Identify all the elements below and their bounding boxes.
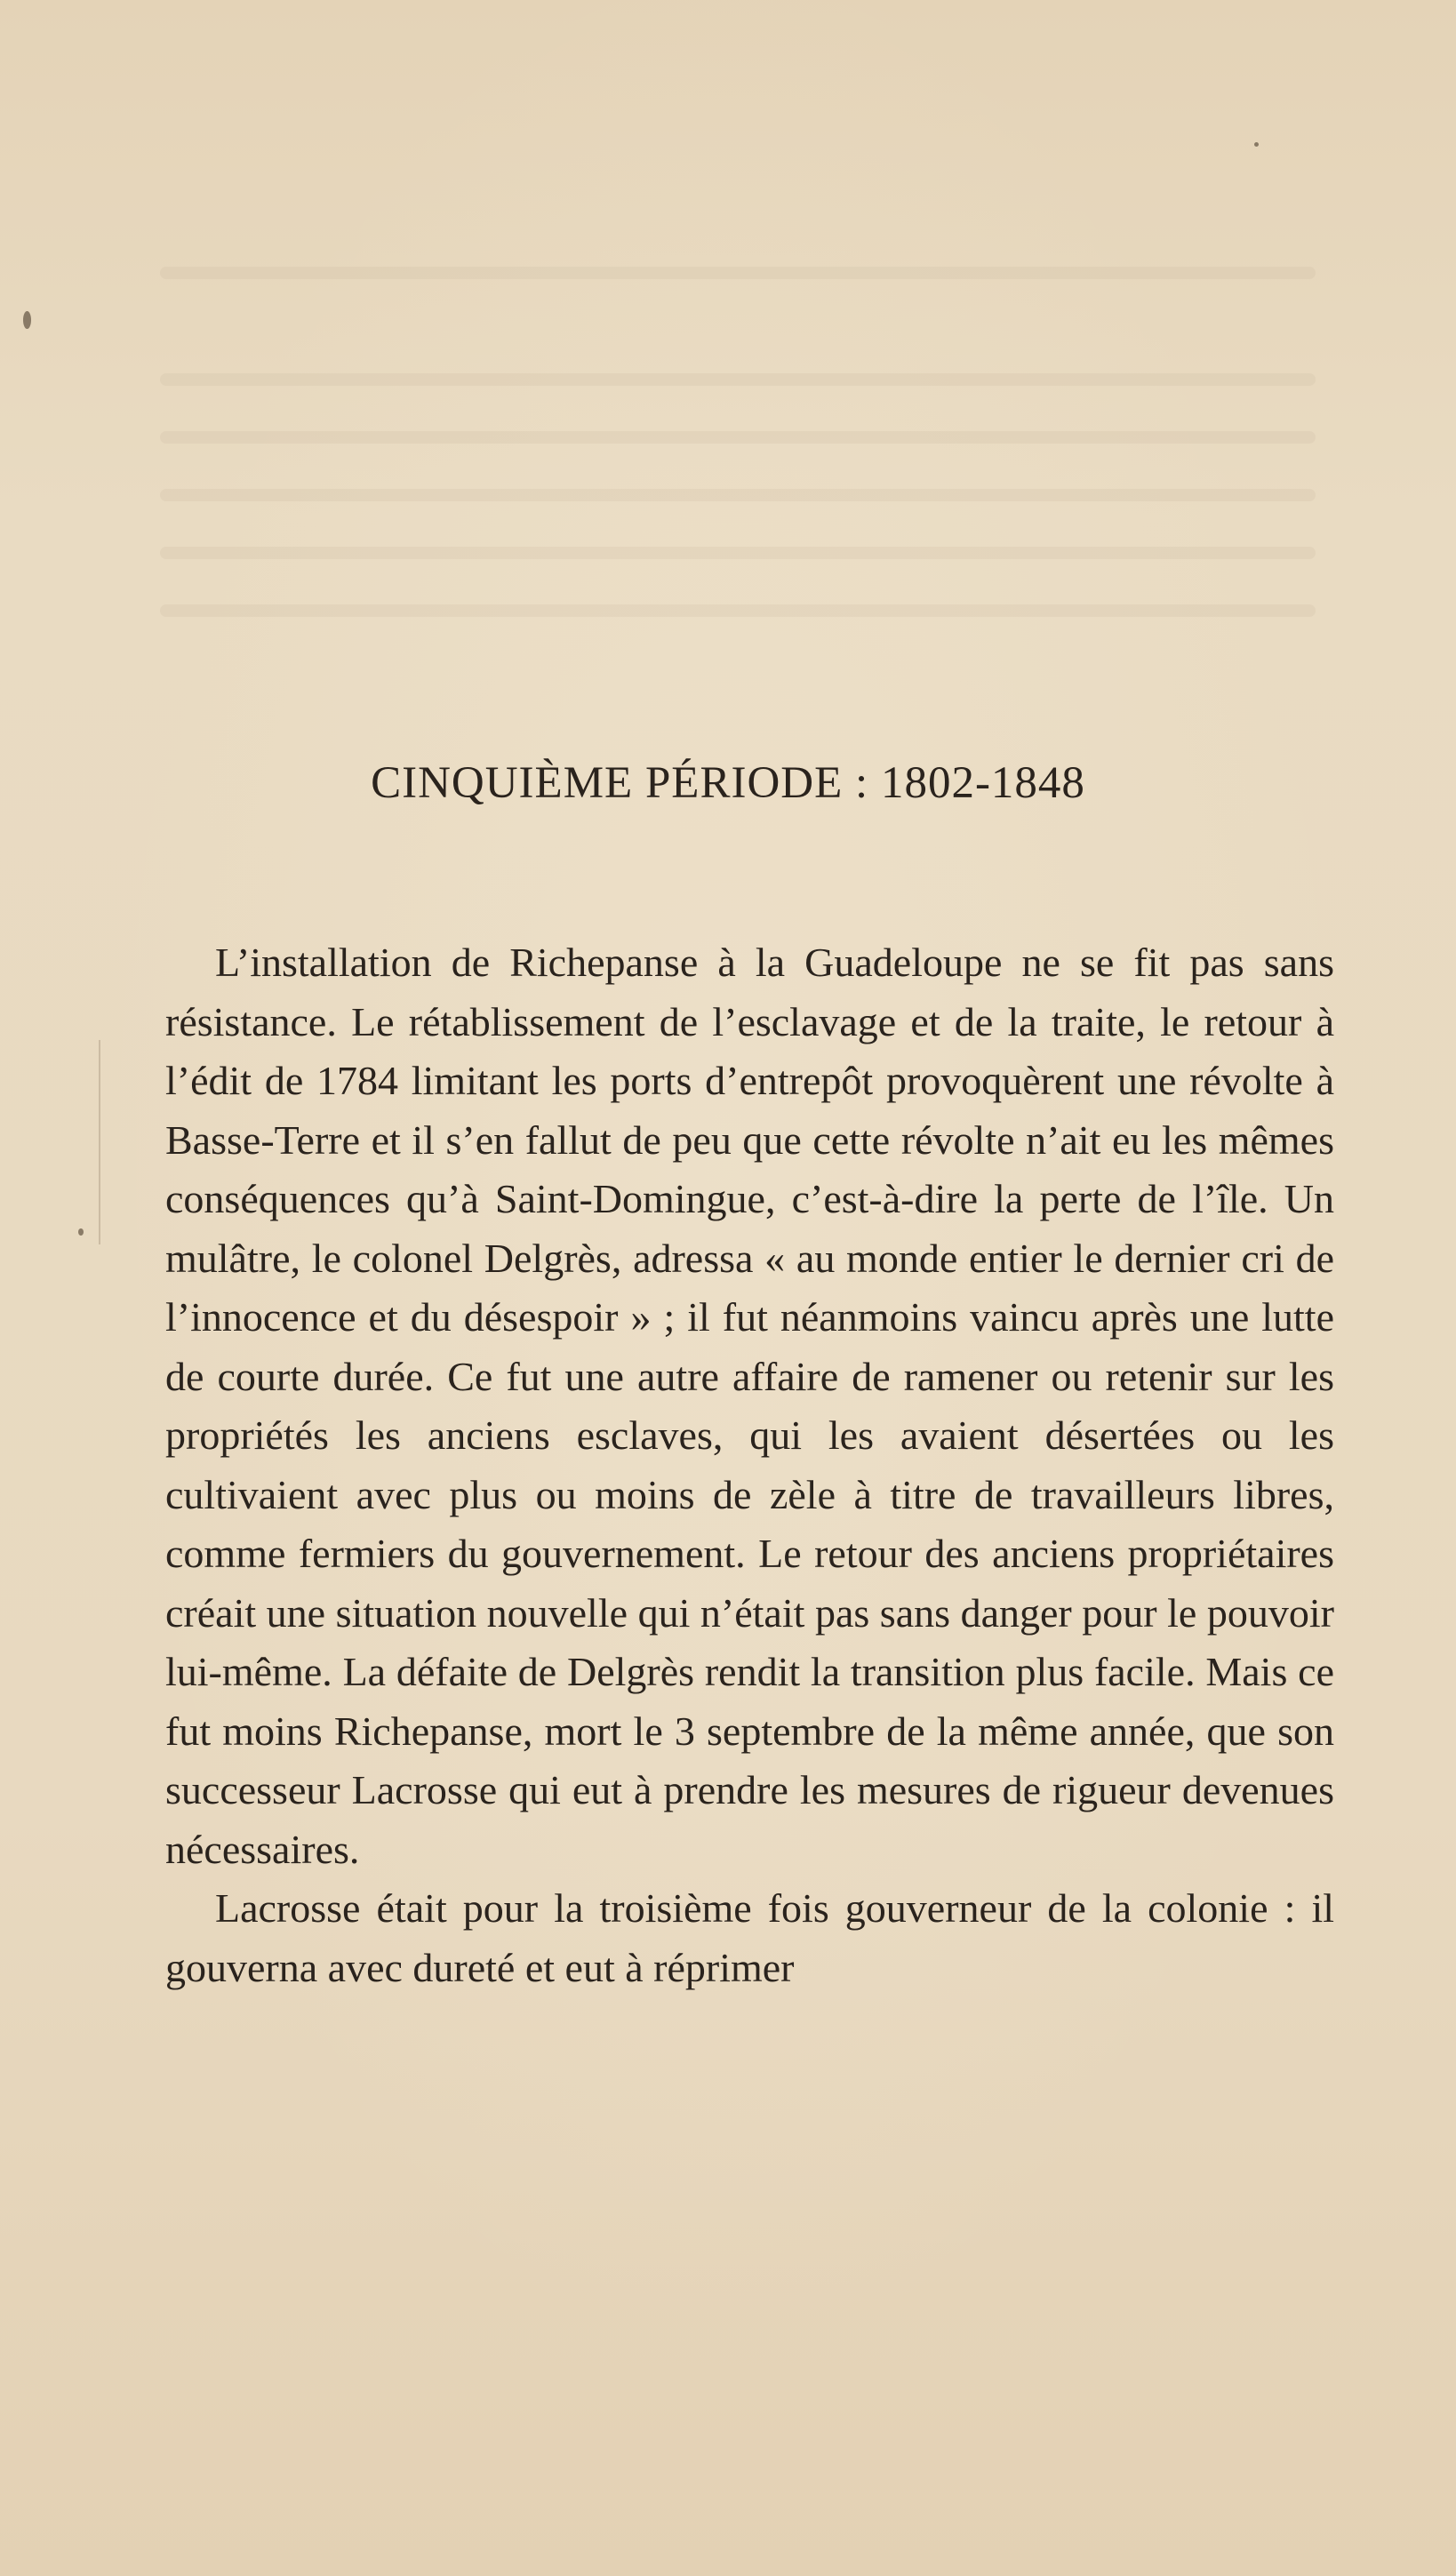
show-through-line — [160, 267, 1316, 279]
margin-mark — [99, 1040, 100, 1244]
paragraph-2: Lacrosse était pour la troisième fois gouverneur de la colonie : il gouverna avec dureté et eut à réprimer — [165, 1885, 1334, 1990]
show-through-line — [160, 604, 1316, 617]
show-through-line — [160, 489, 1316, 501]
body-text — [165, 933, 1334, 1997]
show-through-line — [160, 547, 1316, 559]
ink-speck — [1254, 142, 1259, 147]
ink-speck — [23, 311, 31, 329]
ink-speck — [78, 1228, 84, 1236]
show-through-line — [160, 373, 1316, 386]
show-through-line — [160, 431, 1316, 444]
paragraph-1: L’installation de Richepanse à la Guadeloupe ne se fit pas sans résistance. Le rétablissement de l’esclavage et de la traite, le retour à l’édit de 1784 limitant les ports d’entrepôt provoquèrent une révolte à Basse-Terre et il s’en fallut de peu que cette révolte n’ait eu les mêmes conséquences qu’à Saint-Domingue, c’est-à-dire la perte de l’île. Un mulâtre, le colonel Delgrès, adressa « au monde entier le dernier cri de l’innocence et du désespoir » ; il fut néanmoins vaincu après une lutte de courte durée. Ce fut une autre affaire de ramener ou retenir sur les propriétés les anciens esclaves, qui les avaient désertées ou les cultivaient avec plus ou moins de zèle à titre de travailleurs libres, comme fermiers du gouvernement. Le retour des anciens propriétaires créait une situation nouvelle qui n’était pas sans danger pour le pouvoir lui-même. La défaite de Delgrès rendit la transition plus facile. Mais ce fut moins Richepanse, mort le 3 septembre de la même année, que son successeur Lacrosse qui eut à prendre les mesures de rigueur devenues nécessaires. — [165, 940, 1334, 1872]
chapter-heading: CINQUIÈME PÉRIODE : 1802-1848 — [371, 758, 1085, 808]
